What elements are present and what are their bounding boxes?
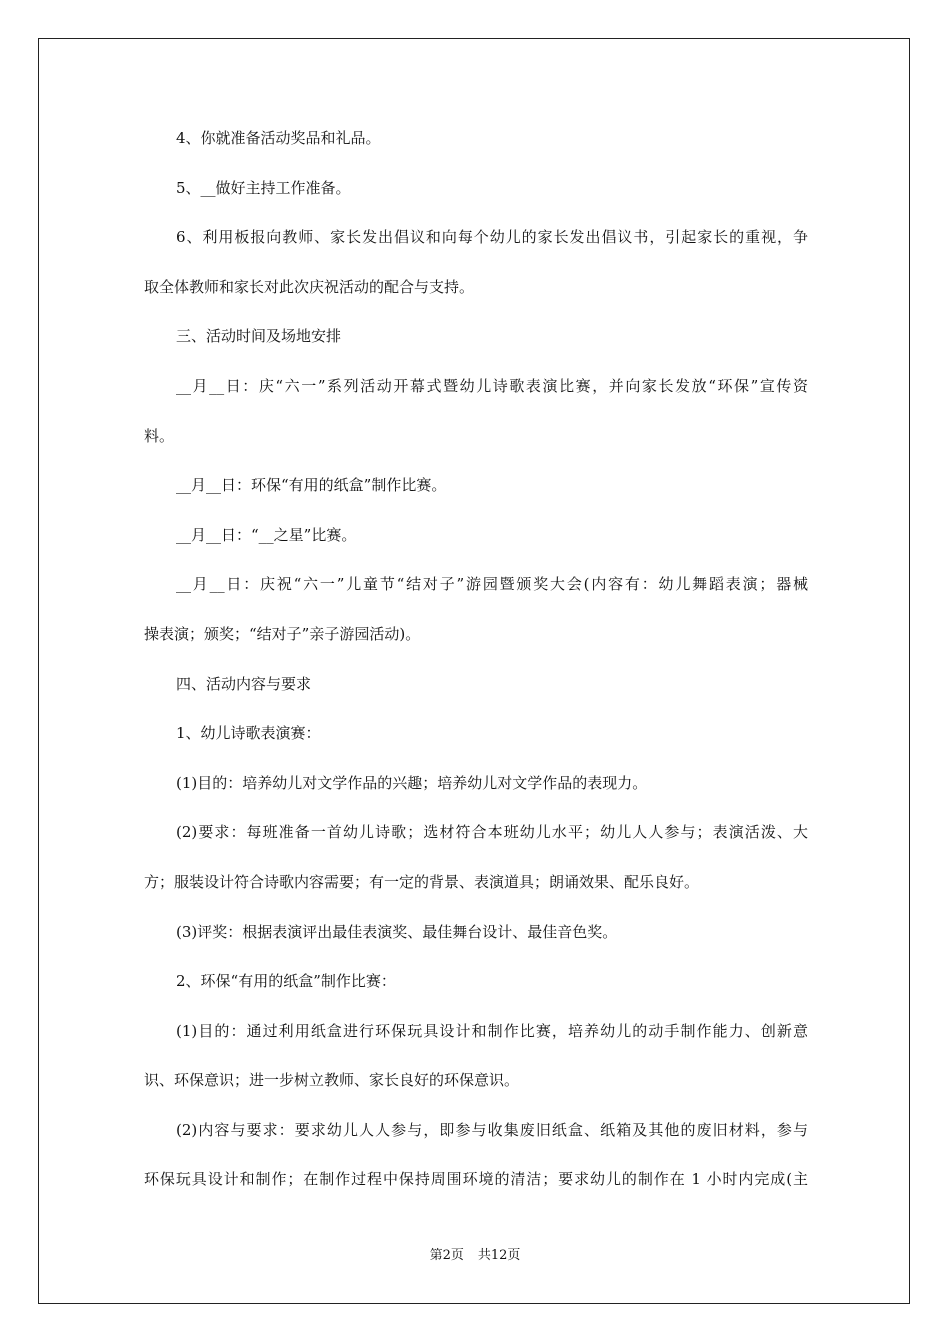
paragraph-line: (2)要求：每班准备一首幼儿诗歌；选材符合本班幼儿水平；幼儿人人参与；表演活泼、大 [176,823,808,842]
paragraph-line: 6、利用板报向教师、家长发出倡议和向每个幼儿的家长发出倡议书，引起家长的重视，争 [176,228,808,247]
page-footer [0,1246,950,1266]
paragraph-line: 5、__做好主持工作准备。 [176,178,351,197]
subsection-heading: 1、幼儿诗歌表演赛： [176,724,321,743]
paragraph-line: 识、环保意识；进一步树立教师、家长良好的环保意识。 [144,1071,520,1090]
paragraph-line: __月__日：“__之星”比赛。 [176,525,357,544]
paragraph-line: (3)评奖：根据表演评出最佳表演奖、最佳舞台设计、最佳音色奖。 [176,922,618,941]
paragraph-line: __月__日：环保“有用的纸盒”制作比赛。 [176,476,447,495]
paragraph-line: 4、你就准备活动奖品和礼品。 [176,129,381,147]
page-number: 第2页 [429,1248,464,1263]
paragraph-line: __月__日：庆“六一”系列活动开幕式暨幼儿诗歌表演比赛，并向家长发放“环保”宣传资 [176,376,808,395]
paragraph-line: (1)目的：通过利用纸盒进行环保玩具设计和制作比赛，培养幼儿的动手制作能力、创新意 [176,1021,808,1040]
paragraph-line: 料。 [144,426,175,445]
page-total: 共12页 [477,1248,521,1263]
subsection-heading: 2、环保“有用的纸盒”制作比赛： [176,972,396,991]
paragraph-line: 操表演；颁奖；“结对子”亲子游园活动)。 [144,624,421,643]
section-heading: 三、活动时间及场地安排 [176,327,342,346]
paragraph-line: 取全体教师和家长对此次庆祝活动的配合与支持。 [144,277,475,296]
paragraph-line: (2)内容与要求：要求幼儿人人参与，即参与收集废旧纸盒、纸箱及其他的废旧材料，参与 [176,1120,808,1139]
section-heading: 四、活动内容与要求 [176,674,312,693]
document-body [144,114,808,1205]
paragraph-line: __月__日：庆祝“六一”儿童节“结对子”游园暨颁奖大会(内容有：幼儿舞蹈表演；器械 [176,575,808,594]
paragraph-line: 方；服装设计符合诗歌内容需要；有一定的背景、表演道具；朗诵效果、配乐良好。 [144,872,700,891]
paragraph-line: 环保玩具设计和制作；在制作过程中保持周围环境的清洁；要求幼儿的制作在 1 小时内完成(主 [144,1170,808,1189]
paragraph-line: (1)目的：培养幼儿对文学作品的兴趣；培养幼儿对文学作品的表现力。 [176,773,648,792]
